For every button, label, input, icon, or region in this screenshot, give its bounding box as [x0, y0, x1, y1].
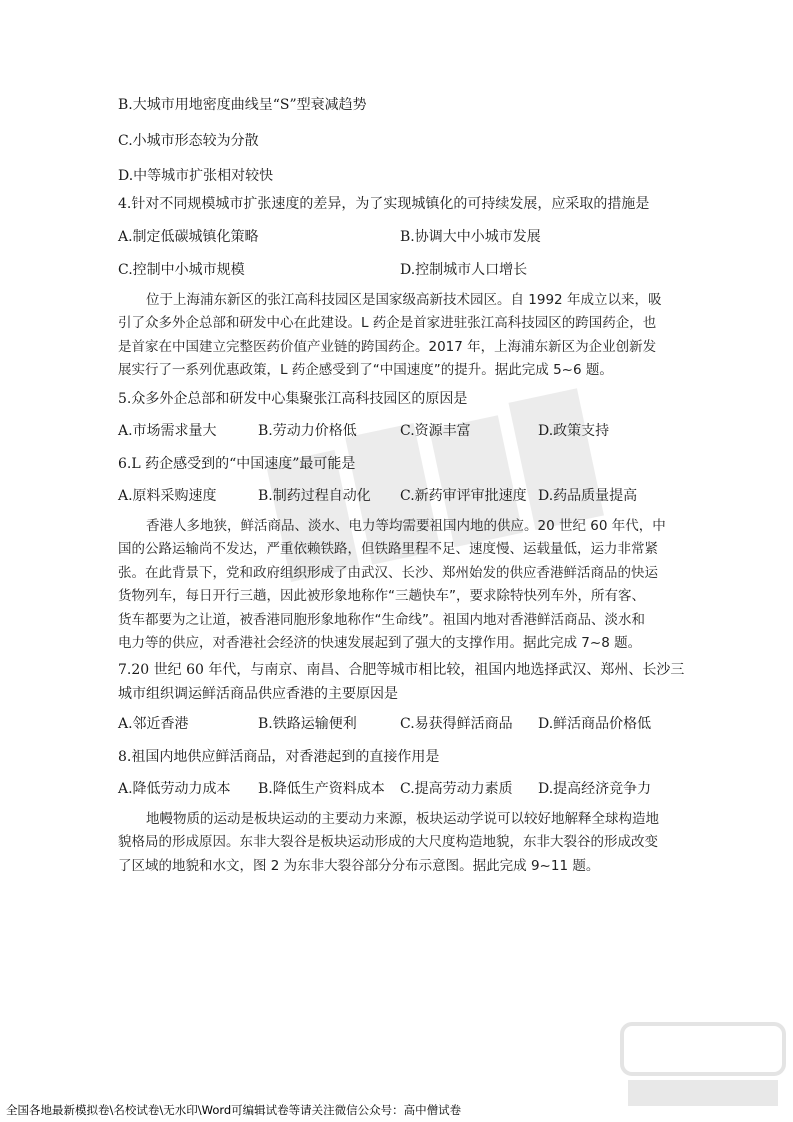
passage-7-8-line: 电力等的供应，对香港社会经济的快速发展起到了强大的支撑作用。据此完成 7~8 题。: [118, 635, 642, 652]
passage-5-6-line: 展实行了一系列优惠政策，L 药企感受到了“中国速度”的提升。据此完成 5~6 题。: [118, 362, 613, 379]
passage-7-8-line: 香港人多地狭，鲜活商品、淡水、电力等均需要祖国内地的供应。20 世纪 60 年代，中: [146, 518, 666, 534]
q4-option-b: B.协调大中小城市发展: [400, 229, 541, 245]
q8-option-a: A.降低劳动力成本: [118, 781, 231, 797]
q4-stem: 4.针对不同规模城市扩张速度的差异，为了实现城镇化的可持续发展，应采取的措施是: [118, 196, 650, 212]
q8-option-b: B.降低生产资料成本: [258, 781, 385, 797]
passage-7-8: [118, 515, 678, 655]
q7-option-a: A.邻近香港: [118, 716, 189, 732]
q4-option-d: D.控制城市人口增长: [400, 262, 528, 278]
q5-option-c: C.资源丰富: [400, 423, 471, 439]
passage-5-6: [118, 289, 678, 383]
q3-option-d: D.中等城市扩张相对较快: [118, 168, 274, 184]
passage-7-8-line: 货车都要为之让道，被香港同胞形象地称作“生命线”。祖国内地对香港鲜活商品、淡水和: [118, 611, 645, 628]
passage-7-8-line: 货物列车，每日开行三趟，因此被形象地称作“三趟快车”，要求除特快列车外，所有客、: [118, 588, 645, 605]
footer-notice: 全国各地最新模拟卷\名校试卷\无水印\Word可编辑试卷等请关注微信公众号：高中僧试卷: [6, 1103, 462, 1117]
q7-option-c: C.易获得鲜活商品: [400, 716, 513, 732]
passage-9-11: [118, 808, 678, 878]
q8-stem: 8.祖国内地供应鲜活商品，对香港起到的直接作用是: [118, 749, 440, 765]
q7-option-b: B.铁路运输便利: [258, 716, 357, 732]
q6-stem: 6.L 药企感受到的“中国速度”最可能是: [118, 456, 356, 472]
q4-option-c: C.控制中小城市规模: [118, 262, 245, 278]
q6-option-d: D.药品质量提高: [538, 488, 638, 504]
q6-option-a: A.原料采购速度: [118, 488, 217, 504]
passage-5-6-line: 引了众多外企总部和研发中心在此建设。L 药企是首家进驻张江高科技园区的跨国药企，也: [118, 315, 657, 332]
q5-option-d: D.政策支持: [538, 423, 610, 439]
q6-option-c: C.新药审评审批速度: [400, 488, 527, 504]
passage-9-11-line: 了区域的地貌和水文，图 2 为东非大裂谷部分分布示意图。据此完成 9~11 题。: [118, 857, 600, 874]
q5-option-b: B.劳动力价格低: [258, 423, 357, 439]
q5-stem: 5.众多外企总部和研发中心集聚张江高科技园区的原因是: [118, 391, 468, 407]
q8-option-d: D.提高经济竞争力: [538, 781, 652, 797]
passage-7-8-line: 国的公路运输尚不发达，严重依赖铁路，但铁路里程不足、速度慢、运载量低，运力非常紧: [118, 541, 658, 558]
passage-7-8-line: 张。在此背景下，党和政府组织形成了由武汉、长沙、郑州始发的供应香港鲜活商品的快运: [118, 564, 658, 581]
q4-option-a: A.制定低碳城镇化策略: [118, 229, 259, 245]
q3-option-b: B.大城市用地密度曲线呈“S”型衰减趋势: [118, 97, 367, 113]
passage-9-11-line: 貌格局的形成原因。东非大裂谷是板块运动形成的大尺度构造地貌，东非大裂谷的形成改变: [118, 834, 658, 851]
q7-stem-line-2: 城市组织调运鲜活商品供应香港的主要原因是: [118, 686, 398, 702]
q7-option-d: D.鲜活商品价格低: [538, 716, 652, 732]
q5-option-a: A.市场需求量大: [118, 423, 217, 439]
answer-seal-watermark-icon: [618, 1018, 788, 1110]
passage-9-11-line: 地幔物质的运动是板块运动的主要动力来源，板块运动学说可以较好地解释全球构造地: [146, 811, 659, 827]
q3-option-c: C.小城市形态较为分散: [118, 133, 259, 149]
q7-stem-line-1: 7.20 世纪 60 年代，与南京、南昌、合肥等城市相比较，祖国内地选择武汉、郑州、长沙三: [118, 662, 685, 678]
q6-option-b: B.制药过程自动化: [258, 488, 371, 504]
passage-5-6-line: 位于上海浦东新区的张江高科技园区是国家级高新技术园区。自 1992 年成立以来，吸: [146, 292, 662, 308]
passage-5-6-line: 是首家在中国建立完整医药价值产业链的跨国药企。2017 年，上海浦东新区为企业创新发: [118, 338, 657, 355]
q8-option-c: C.提高劳动力素质: [400, 781, 513, 797]
